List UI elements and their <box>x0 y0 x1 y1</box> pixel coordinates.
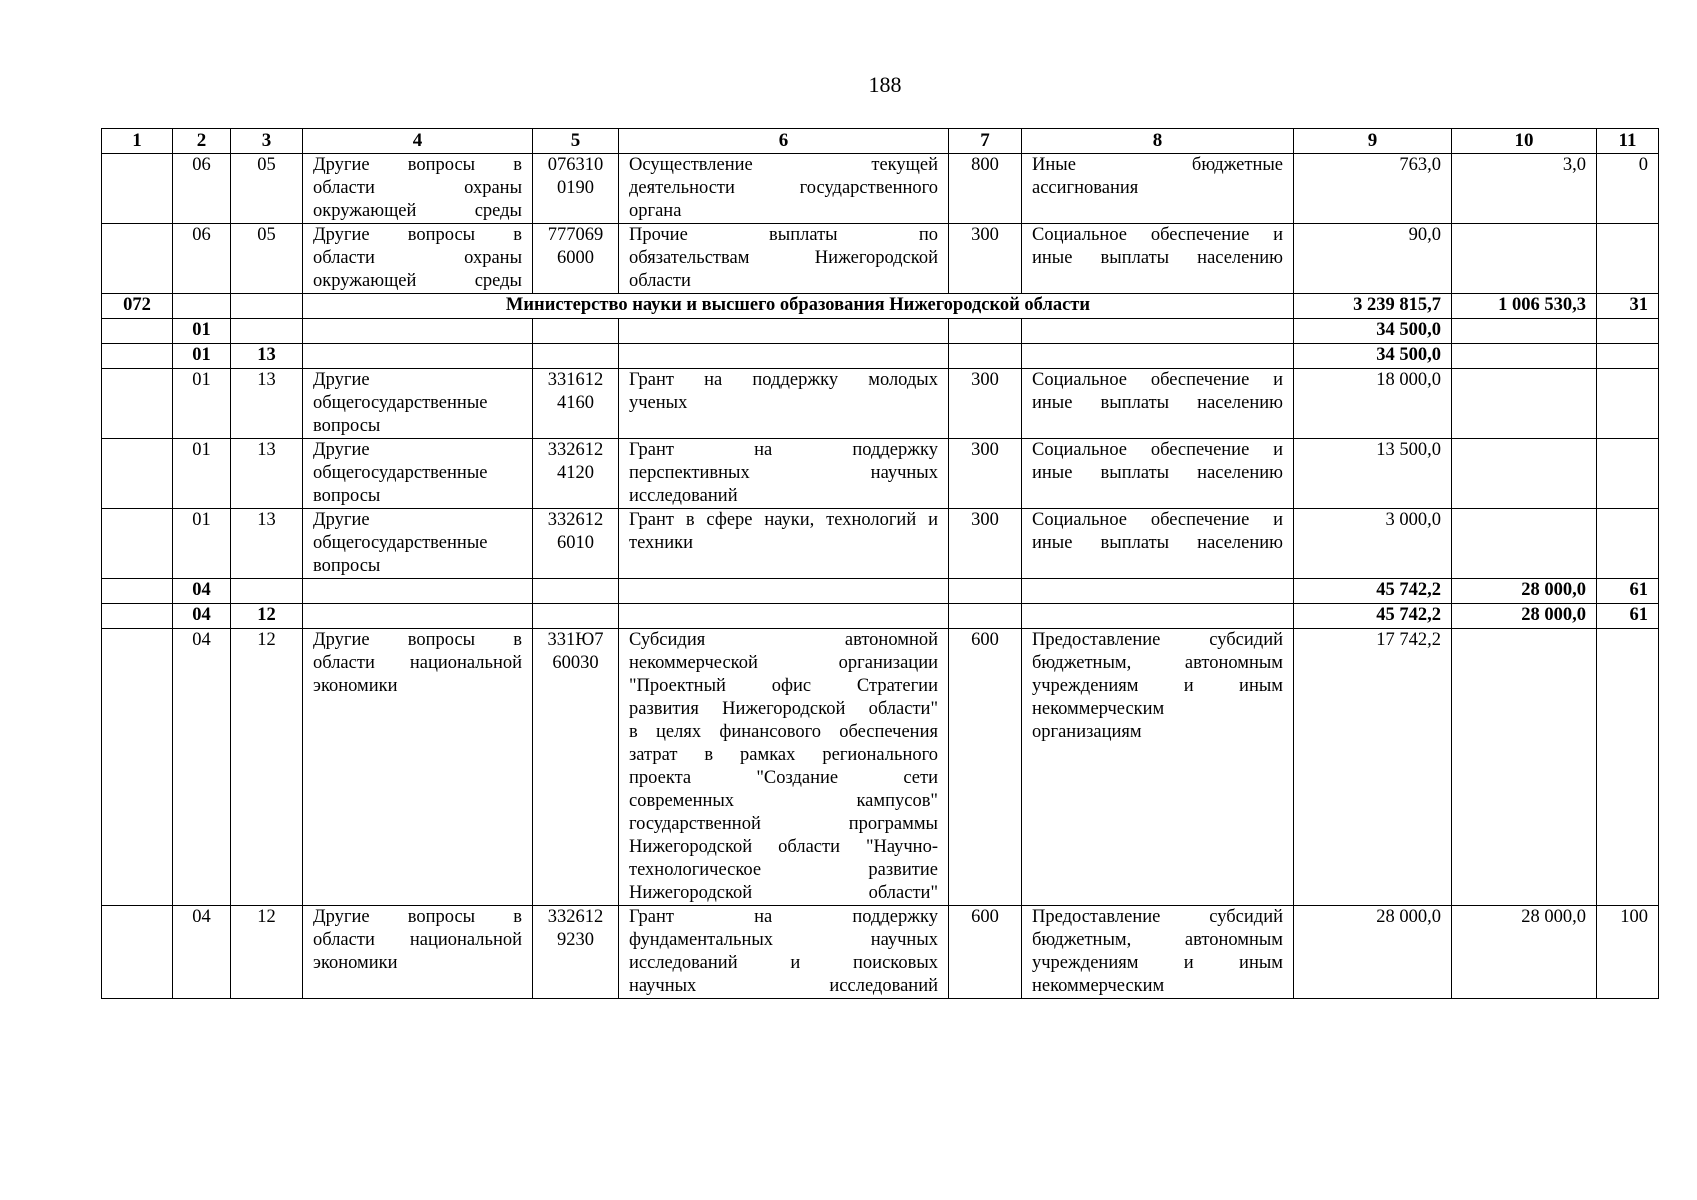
cell-empty <box>1022 344 1294 369</box>
cell-article-name-line: проекта "Создание сети <box>629 768 938 788</box>
cell-executed: 28 000,0 <box>1452 604 1597 629</box>
table-row <box>102 579 1659 604</box>
cell-subsection-name-line: вопросы <box>313 556 381 576</box>
cell-empty <box>1022 579 1294 604</box>
table-row <box>102 319 1659 344</box>
cell-article-name-line: затрат в рамках регионального <box>629 745 938 765</box>
cell-empty <box>619 579 949 604</box>
cell-subsection-name-line: Другие <box>313 370 370 390</box>
column-header: 4 <box>303 129 533 154</box>
column-header: 11 <box>1597 129 1659 154</box>
ministry-name: Министерство науки и высшего образования Нижегородской области <box>303 294 1294 319</box>
cell-executed: 3,0 <box>1452 154 1597 224</box>
cell-expense-type-name-line: некоммерческим <box>1032 699 1165 719</box>
cell-target-article <box>533 629 619 906</box>
cell-subsection <box>231 319 303 344</box>
table-row <box>102 906 1659 999</box>
cell-article-name-line: ученых <box>629 393 688 413</box>
cell-percent: 0 <box>1597 154 1659 224</box>
cell-subsection-name <box>303 369 533 439</box>
cell-article-name-line: Нижегородской области "Научно- <box>629 837 938 857</box>
cell-empty <box>1022 604 1294 629</box>
cell-expense-type-name-line: Социальное обеспечение и <box>1032 225 1283 245</box>
cell-amount: 3 239 815,7 <box>1294 294 1452 319</box>
cell-amount: 34 500,0 <box>1294 344 1452 369</box>
table-header-row <box>102 129 1659 154</box>
cell-subsection-name-line: области охраны <box>313 178 522 198</box>
cell-subsection: 05 <box>231 224 303 294</box>
column-header: 7 <box>949 129 1022 154</box>
cell-amount: 34 500,0 <box>1294 319 1452 344</box>
cell-executed <box>1452 509 1597 579</box>
cell-subsection-name-line: Другие вопросы в <box>313 907 522 927</box>
cell-target-article-line: 332612 <box>547 907 604 927</box>
cell-target-article <box>533 439 619 509</box>
cell-executed: 28 000,0 <box>1452 906 1597 999</box>
column-header: 8 <box>1022 129 1294 154</box>
cell-target-article <box>533 906 619 999</box>
cell-expense-type-name-line: Предоставление субсидий <box>1032 907 1283 927</box>
cell-expense-type-name-line: некоммерческим <box>1032 976 1165 996</box>
cell-empty <box>619 604 949 629</box>
cell-expense-type-name <box>1022 629 1294 906</box>
column-header: 1 <box>102 129 173 154</box>
column-header: 9 <box>1294 129 1452 154</box>
cell-expense-type-name-line: иные выплаты населению <box>1032 393 1283 413</box>
cell-subsection: 13 <box>231 509 303 579</box>
cell-expense-type-name <box>1022 439 1294 509</box>
column-header: 5 <box>533 129 619 154</box>
cell-admin-code <box>102 154 173 224</box>
cell-expense-type: 300 <box>949 369 1022 439</box>
cell-section: 06 <box>173 224 231 294</box>
cell-executed <box>1452 344 1597 369</box>
cell-expense-type-name-line: Социальное обеспечение и <box>1032 440 1283 460</box>
cell-article-name-line: некоммерческой организации <box>629 653 938 673</box>
cell-percent: 100 <box>1597 906 1659 999</box>
cell-article-name <box>619 154 949 224</box>
cell-admin-code <box>102 629 173 906</box>
cell-expense-type: 600 <box>949 906 1022 999</box>
cell-subsection-name-line: вопросы <box>313 416 381 436</box>
cell-admin-code <box>102 604 173 629</box>
cell-section: 01 <box>173 344 231 369</box>
cell-target-article <box>533 509 619 579</box>
cell-empty <box>303 344 533 369</box>
cell-subsection: 12 <box>231 604 303 629</box>
cell-expense-type: 300 <box>949 224 1022 294</box>
cell-empty <box>303 579 533 604</box>
cell-admin-code <box>102 319 173 344</box>
cell-subsection-name-line: общегосударственные <box>313 393 488 413</box>
table-row <box>102 604 1659 629</box>
cell-percent <box>1597 344 1659 369</box>
cell-subsection: 13 <box>231 439 303 509</box>
cell-article-name-line: Субсидия автономной <box>629 630 938 650</box>
cell-percent <box>1597 319 1659 344</box>
cell-article-name <box>619 509 949 579</box>
cell-target-article-line: 331612 <box>547 370 604 390</box>
cell-target-article-line: 4120 <box>557 463 594 483</box>
cell-expense-type-name-line: учреждениям и иным <box>1032 676 1283 696</box>
cell-target-article-line: 0190 <box>557 178 594 198</box>
cell-empty <box>949 604 1022 629</box>
cell-percent: 31 <box>1597 294 1659 319</box>
cell-subsection-name-line: Другие вопросы в <box>313 225 522 245</box>
cell-target-article-line: 777069 <box>547 225 604 245</box>
cell-section <box>173 294 231 319</box>
cell-percent <box>1597 369 1659 439</box>
cell-admin-code <box>102 224 173 294</box>
cell-expense-type-name-line: Социальное обеспечение и <box>1032 510 1283 530</box>
table-row <box>102 344 1659 369</box>
cell-target-article <box>533 224 619 294</box>
cell-article-name-line: современных кампусов" <box>629 791 938 811</box>
cell-article-name-line: Нижегородской области" <box>629 883 938 903</box>
cell-target-article <box>533 154 619 224</box>
cell-subsection: 13 <box>231 369 303 439</box>
cell-admin-code <box>102 344 173 369</box>
table-row <box>102 509 1659 579</box>
cell-expense-type-name-line: бюджетным, автономным <box>1032 930 1283 950</box>
cell-subsection-name <box>303 509 533 579</box>
cell-executed <box>1452 319 1597 344</box>
cell-expense-type-name-line: Социальное обеспечение и <box>1032 370 1283 390</box>
column-header: 6 <box>619 129 949 154</box>
cell-percent <box>1597 224 1659 294</box>
cell-expense-type-name-line: организациям <box>1032 722 1142 742</box>
cell-subsection-name-line: общегосударственные <box>313 533 488 553</box>
cell-executed: 28 000,0 <box>1452 579 1597 604</box>
cell-subsection: 05 <box>231 154 303 224</box>
cell-article-name-line: обязательствам Нижегородской <box>629 248 938 268</box>
cell-expense-type-name-line: бюджетным, автономным <box>1032 653 1283 673</box>
cell-executed <box>1452 629 1597 906</box>
cell-expense-type: 800 <box>949 154 1022 224</box>
cell-article-name-line: "Проектный офис Стратегии <box>629 676 938 696</box>
cell-admin-code <box>102 906 173 999</box>
cell-article-name <box>619 906 949 999</box>
cell-article-name-line: Грант в сфере науки, технологий и <box>629 510 938 530</box>
cell-executed <box>1452 439 1597 509</box>
cell-percent: 61 <box>1597 604 1659 629</box>
cell-expense-type-name <box>1022 906 1294 999</box>
cell-subsection: 13 <box>231 344 303 369</box>
cell-subsection-name <box>303 629 533 906</box>
cell-article-name-line: исследований <box>629 486 738 506</box>
cell-expense-type-name-line: учреждениям и иным <box>1032 953 1283 973</box>
cell-section: 04 <box>173 604 231 629</box>
cell-empty <box>1022 319 1294 344</box>
cell-admin-code <box>102 509 173 579</box>
cell-section: 01 <box>173 369 231 439</box>
cell-article-name-line: исследований и поисковых <box>629 953 938 973</box>
cell-expense-type-name-line: Иные бюджетные <box>1032 155 1283 175</box>
cell-target-article-line: 6010 <box>557 533 594 553</box>
cell-expense-type-name-line: ассигнования <box>1032 178 1139 198</box>
cell-expense-type: 300 <box>949 509 1022 579</box>
cell-article-name-line: перспективных научных <box>629 463 938 483</box>
cell-empty <box>533 604 619 629</box>
cell-admin-code <box>102 439 173 509</box>
cell-article-name-line: области <box>629 271 691 291</box>
cell-article-name-line: научных исследований <box>629 976 938 996</box>
cell-executed: 1 006 530,3 <box>1452 294 1597 319</box>
cell-empty <box>303 604 533 629</box>
cell-subsection-name-line: Другие вопросы в <box>313 630 522 650</box>
table-row <box>102 369 1659 439</box>
cell-percent <box>1597 629 1659 906</box>
cell-subsection: 12 <box>231 629 303 906</box>
cell-empty <box>949 319 1022 344</box>
cell-target-article-line: 331Ю7 <box>547 630 604 650</box>
cell-subsection-name-line: Другие <box>313 510 370 530</box>
cell-executed <box>1452 224 1597 294</box>
cell-subsection-name-line: экономики <box>313 676 398 696</box>
cell-admin-code <box>102 369 173 439</box>
cell-article-name-line: Грант на поддержку <box>629 907 938 927</box>
cell-subsection-name <box>303 154 533 224</box>
cell-amount: 763,0 <box>1294 154 1452 224</box>
cell-article-name-line: Осуществление текущей <box>629 155 938 175</box>
cell-empty <box>619 319 949 344</box>
cell-expense-type-name <box>1022 154 1294 224</box>
cell-amount: 18 000,0 <box>1294 369 1452 439</box>
cell-expense-type-name <box>1022 224 1294 294</box>
column-header: 3 <box>231 129 303 154</box>
cell-target-article-line: 6000 <box>557 248 594 268</box>
cell-expense-type: 600 <box>949 629 1022 906</box>
cell-expense-type-name-line: Предоставление субсидий <box>1032 630 1283 650</box>
cell-target-article-line: 9230 <box>557 930 594 950</box>
cell-subsection <box>231 579 303 604</box>
cell-subsection-name-line: окружающей среды <box>313 201 522 221</box>
cell-percent: 61 <box>1597 579 1659 604</box>
cell-section: 04 <box>173 579 231 604</box>
cell-section: 04 <box>173 629 231 906</box>
cell-admin-code <box>102 579 173 604</box>
cell-amount: 13 500,0 <box>1294 439 1452 509</box>
cell-subsection-name <box>303 439 533 509</box>
cell-empty <box>303 319 533 344</box>
cell-target-article-line: 076310 <box>547 155 604 175</box>
cell-article-name-line: фундаментальных научных <box>629 930 938 950</box>
cell-subsection <box>231 294 303 319</box>
cell-target-article <box>533 369 619 439</box>
cell-article-name-line: деятельности государственного <box>629 178 938 198</box>
cell-subsection-name-line: области национальной <box>313 930 522 950</box>
cell-subsection-name-line: экономики <box>313 953 398 973</box>
cell-subsection-name-line: Другие вопросы в <box>313 155 522 175</box>
cell-empty <box>949 344 1022 369</box>
cell-target-article-line: 4160 <box>557 393 594 413</box>
cell-subsection-name <box>303 906 533 999</box>
cell-target-article-line: 332612 <box>547 510 604 530</box>
cell-target-article-line: 332612 <box>547 440 604 460</box>
cell-amount: 17 742,2 <box>1294 629 1452 906</box>
cell-admin-code: 072 <box>102 294 173 319</box>
cell-section: 06 <box>173 154 231 224</box>
cell-percent <box>1597 509 1659 579</box>
column-header: 10 <box>1452 129 1597 154</box>
table-row <box>102 439 1659 509</box>
cell-expense-type-name <box>1022 509 1294 579</box>
cell-subsection-name-line: Другие <box>313 440 370 460</box>
cell-subsection-name-line: области национальной <box>313 653 522 673</box>
table-row <box>102 154 1659 224</box>
cell-target-article-line: 60030 <box>552 653 599 673</box>
cell-article-name-line: Грант на поддержку молодых <box>629 370 938 390</box>
cell-empty <box>533 319 619 344</box>
cell-section: 04 <box>173 906 231 999</box>
cell-article-name-line: Грант на поддержку <box>629 440 938 460</box>
cell-section: 01 <box>173 319 231 344</box>
cell-article-name-line: государственной программы <box>629 814 938 834</box>
cell-article-name-line: развития Нижегородской области" <box>629 699 938 719</box>
cell-expense-type-name-line: иные выплаты населению <box>1032 248 1283 268</box>
table-row <box>102 629 1659 906</box>
table-row <box>102 294 1659 319</box>
cell-subsection-name-line: окружающей среды <box>313 271 522 291</box>
cell-expense-type-name-line: иные выплаты населению <box>1032 463 1283 483</box>
cell-section: 01 <box>173 509 231 579</box>
cell-amount: 45 742,2 <box>1294 604 1452 629</box>
column-header: 2 <box>173 129 231 154</box>
cell-article-name <box>619 439 949 509</box>
cell-subsection-name-line: области охраны <box>313 248 522 268</box>
cell-article-name-line: органа <box>629 201 682 221</box>
cell-empty <box>533 579 619 604</box>
cell-amount: 28 000,0 <box>1294 906 1452 999</box>
page-number: 188 <box>868 72 902 97</box>
budget-table <box>101 128 1659 999</box>
cell-empty <box>949 579 1022 604</box>
cell-article-name-line: технологическое развитие <box>629 860 938 880</box>
cell-empty <box>533 344 619 369</box>
cell-article-name <box>619 369 949 439</box>
cell-article-name <box>619 224 949 294</box>
cell-amount: 45 742,2 <box>1294 579 1452 604</box>
cell-article-name-line: Прочие выплаты по <box>629 225 938 245</box>
cell-percent <box>1597 439 1659 509</box>
cell-expense-type: 300 <box>949 439 1022 509</box>
cell-article-name-line: в целях финансового обеспечения <box>629 722 938 742</box>
cell-empty <box>619 344 949 369</box>
cell-expense-type-name <box>1022 369 1294 439</box>
cell-article-name <box>619 629 949 906</box>
cell-subsection-name <box>303 224 533 294</box>
cell-amount: 3 000,0 <box>1294 509 1452 579</box>
cell-subsection-name-line: общегосударственные <box>313 463 488 483</box>
cell-amount: 90,0 <box>1294 224 1452 294</box>
cell-executed <box>1452 369 1597 439</box>
cell-subsection: 12 <box>231 906 303 999</box>
cell-expense-type-name-line: иные выплаты населению <box>1032 533 1283 553</box>
table-row <box>102 224 1659 294</box>
cell-subsection-name-line: вопросы <box>313 486 381 506</box>
cell-section: 01 <box>173 439 231 509</box>
cell-article-name-line: техники <box>629 533 693 553</box>
